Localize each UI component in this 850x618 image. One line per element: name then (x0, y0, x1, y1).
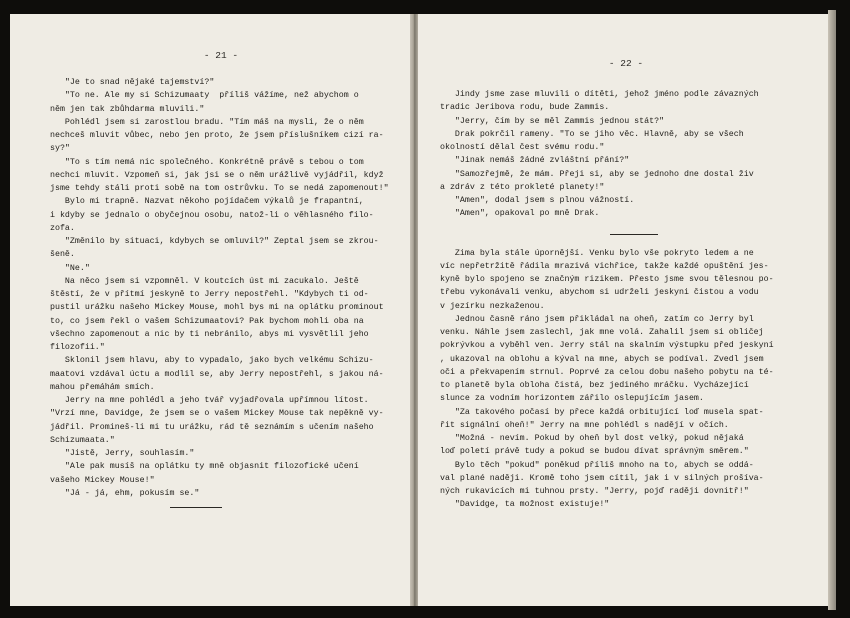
text-line: Jerry na mne pohlédl a jeho tvář vyjadřovala upřímnou lítost. (50, 396, 369, 405)
text-line: Jednou časně ráno jsem přikládal na oheň, zatím co Jerry byl (440, 314, 754, 324)
page-number-left: - 21 - (203, 50, 239, 61)
section-separator-left (50, 500, 392, 513)
section-separator-right (440, 227, 812, 240)
text-line: "Davidge, ta možnost existuje!" (440, 500, 610, 510)
text-line: "To ne. Ale my si Schizumaaty příliš vážíme, než abychom o (50, 91, 359, 101)
right-page-text (440, 88, 812, 512)
text-line: loď poletí právě tudy a pokud se budou dívat správným směrem." (440, 447, 749, 457)
text-line: nechceš mluvit vůbec, nebo jen proto, že jsem příslušníkem cizí ra- (50, 131, 384, 140)
text-line: jsme tehdy stáli proti sobě na tom ostrůvku. To se nedá zapomenout!" (50, 184, 389, 193)
text-line: ných rukavicích mi tuhnou prsty. "Jerry, pojď raději dovnitř!" (440, 487, 749, 496)
text-line: Na něco jsem si vzpomněl. V koutcích úst mi zacukalo. Ještě (50, 276, 359, 286)
text-line: venku. Náhle jsem zaslechl, jak mne volá. Zahalil jsem si obličej (440, 328, 764, 337)
text-line: pustil urážku našeho Mickey Mouse, mohl bys mi na oplátku prominout (50, 303, 384, 313)
right-page (418, 14, 828, 606)
text-line: "Ne." (50, 263, 90, 273)
text-line: "Ale pak musíš na oplátku ty mně objasnit filozofické učení (50, 462, 359, 472)
text-line: slunce za vodním horizontem zářilo oslepujícím jasem. (440, 394, 704, 404)
text-line: nechci mluvit. Vzpomeň si, jak jsi se o něm urážlivě vyjádřil, když (50, 170, 384, 180)
left-page-text (50, 76, 392, 500)
text-line: Jindy jsme zase mluvili o dítěti, jehož jméno podle závazných (440, 90, 759, 99)
text-line: a zdráv z této prokleté planety!" (440, 182, 605, 192)
text-line: "Vrzí mne, Davidge, že jsem se o vašem Mickey Mouse tak nepěkně vy- (50, 409, 384, 419)
text-line: jádřil. Promineš-li mi tu urážku, rád tě seznámím s učením našeho (50, 422, 374, 432)
text-line: "Za takového počasí by přece každá orbitující loď musela spat- (440, 407, 764, 417)
text-line: "Jinak nemáš žádné zvláštní přání?" (440, 156, 630, 166)
text-line: val plané naději. Kromě toho jsem cítil, jak i v silných prošíva- (440, 473, 764, 483)
text-line: "Amen", opakoval po mně Drak. (440, 209, 600, 219)
text-line: "Změnilo by situaci, kdybych se omluvil?" Zeptal jsem se zkrou- (50, 237, 379, 246)
text-line: všechno zapomenout a nic by ti nebránilo, abys mi vysvětlil jeho (50, 329, 369, 339)
text-line: víc nepřetržitě řádila mrazivá vichřice, takže každé opuštění jes- (440, 261, 769, 271)
text-line: Pohlédl jsem si zarostlou bradu. "Tím máš na mysli, že o něm (50, 117, 364, 127)
text-line: sy?" (50, 144, 70, 154)
text-line: "Je to snad nějaké tajemství?" (50, 78, 215, 87)
text-line: "Možná - nevím. Pokud by oheň byl dost velký, pokud nějaká (440, 434, 744, 443)
text-line: Schizumaata." (50, 435, 115, 445)
text-line: tradic Jeribova rodu, bude Zammis. (440, 103, 610, 113)
text-line: řit signální oheň!" Jerry na mne pohlédl s nadějí v očích. (440, 420, 729, 430)
left-page (10, 14, 410, 606)
text-line: "Amen", dodal jsem s plnou vážností. (440, 196, 635, 205)
text-line: v jezírku nezkaženou. (440, 301, 545, 311)
text-line: Drak pokrčil rameny. "To se jiho věc. Hlavně, aby se všech (440, 129, 744, 139)
text-line: vašeho Mickey Mouse!" (50, 475, 155, 485)
book-edge (828, 10, 836, 610)
text-line: pokrývkou a vyběhl ven. Jerry stál na skalním výstupku před jeskyní (440, 341, 774, 351)
text-line: to, co jsem řekl o vašem Schizumaatovi? Pak bychom mohli oba na (50, 316, 364, 326)
text-line: oči a překvapením strnul. Poprvé za celou dobu našeho pobytu na té- (440, 367, 774, 377)
text-line: to planetě byla obloha čistá, bez jediného mráčku. Vycházející (440, 381, 749, 390)
text-line: , ukazoval na oblohu a kýval na mne, abych se podíval. Zvedl jsem (440, 354, 764, 364)
text-line: Sklonil jsem hlavu, aby to vypadalo, jako bych velkému Schizu- (50, 356, 374, 366)
text-line: "Já - já, ehm, pokusím se." (50, 488, 200, 498)
page-number-right: - 22 - (608, 58, 644, 69)
text-line: filozofii." (50, 343, 105, 352)
text-line: maatovi vzdával úctu a modlil se, aby Jerry nepostřehl, s jakou ná- (50, 369, 384, 379)
text-line: "Jerry, čím by se měl Zammis jednou stát?" (440, 116, 665, 126)
text-line: štěstí, že v přítmí jeskyně to Jerry nepostřehl. "Kdybych ti od- (50, 290, 369, 299)
text-line: Bylo těch "pokud" poněkud příliš mnoho na to, abych se oddá- (440, 460, 754, 470)
text-line: šeně. (50, 250, 75, 260)
text-line: třebu vykonávali venku, abychom si udrželi jeskyni čistou a vodu (440, 288, 759, 298)
text-line: zofa. (50, 223, 75, 233)
text-line: Bylo mi trapně. Nazvat někoho pojídačem výkalů je frapantní, (50, 197, 364, 207)
text-line: i kdyby se jednalo o obyčejnou osobu, natož-li o věhlasného filo- (50, 210, 374, 220)
text-line: "Jistě, Jerry, souhlasím." (50, 449, 195, 458)
text-line: "To s tím nemá nic společného. Konkrétně právě s tebou o tom (50, 157, 364, 167)
text-line: Zima byla stále úpornější. Venku bylo vše pokryto ledem a ne (440, 248, 754, 258)
text-line: mahou přemáhám smích. (50, 382, 155, 392)
text-line: "Samozřejmě, že mám. Přeji si, aby se jednoho dne dostal živ (440, 169, 754, 179)
text-line: kyně bylo spojeno se značným rizikem. Přesto jsme svou tělesnou po- (440, 275, 774, 284)
text-line: okolností dělal čest svému rodu." (440, 143, 605, 152)
text-line: něm jen tak zbůhdarma mluvili." (50, 104, 205, 114)
